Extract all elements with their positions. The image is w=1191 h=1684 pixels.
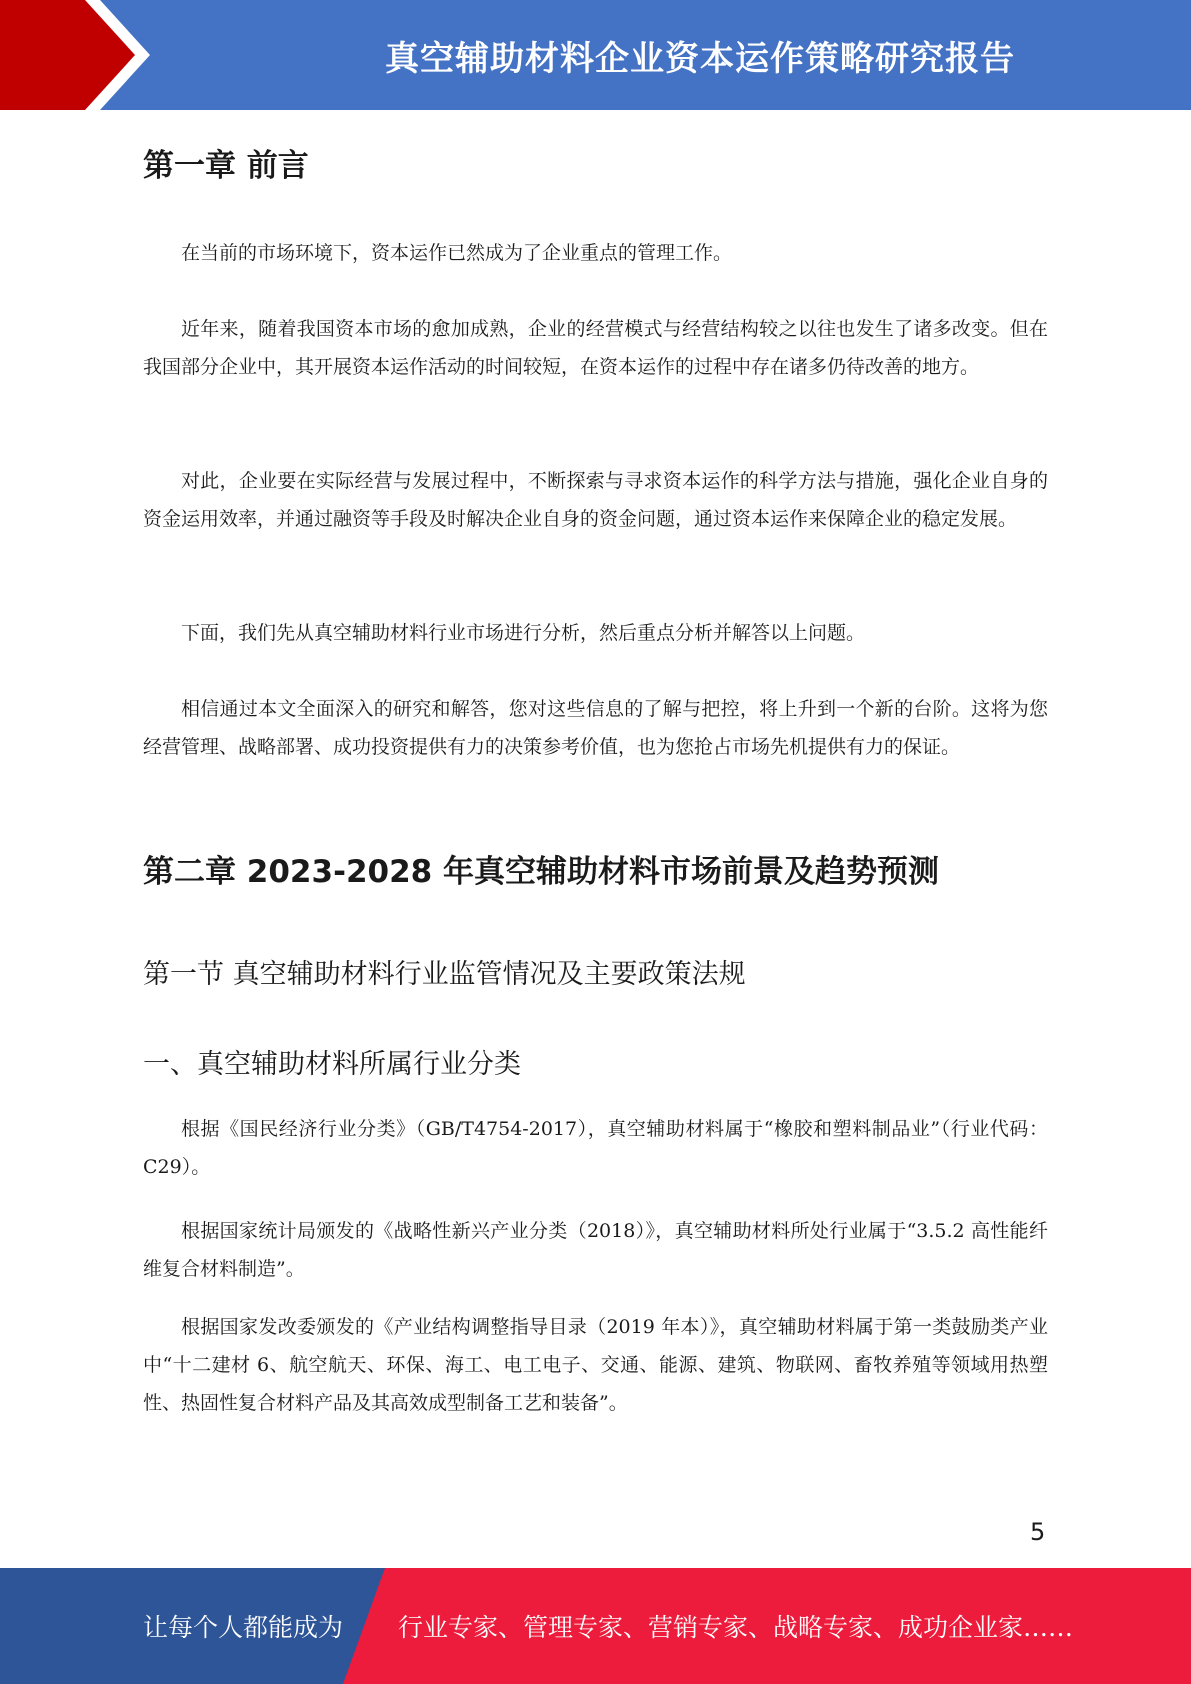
subsection-1-heading: 一、真空辅助材料所属行业分类: [143, 1049, 521, 1080]
chapter-1-heading: 第一章 前言: [143, 148, 309, 184]
footer-band: [0, 1568, 1191, 1684]
chapter-2-paragraph: 根据《国民经济行业分类》（GB/T4754-2017），真空辅助材料属于“橡胶和塑料制品业”（行业代码：C29）。: [143, 1118, 1048, 1178]
footer-slogan-right: 行业专家、管理专家、营销专家、战略专家、成功企业家……: [398, 1613, 1074, 1642]
chapter-2-paragraph: 根据国家统计局颁发的《战略性新兴产业分类（2018）》，真空辅助材料所处行业属于“3.5.2 高性能纤维复合材料制造”。: [143, 1220, 1048, 1280]
chapter-2-heading: 第二章 2023-2028 年真空辅助材料市场前景及趋势预测: [143, 854, 940, 890]
chapter-1-paragraph: 下面，我们先从真空辅助材料行业市场进行分析，然后重点分析并解答以上问题。: [181, 622, 866, 644]
header-arrow-decoration: [0, 0, 160, 110]
footer-slogan-left: 让每个人都能成为: [143, 1613, 344, 1642]
chapter-1-paragraph: 相信通过本文全面深入的研究和解答，您对这些信息的了解与把控，将上升到一个新的台阶。这将为您经营管理、战略部署、成功投资提供有力的决策参考价值，也为您抢占市场先机提供有力的保证。: [143, 698, 1048, 758]
chapter-1-paragraph: 在当前的市场环境下，资本运作已然成为了企业重点的管理工作。: [181, 242, 733, 264]
chapter-1-paragraph: 近年来，随着我国资本市场的愈加成熟，企业的经营模式与经营结构较之以往也发生了诸多改变。但在我国部分企业中，其开展资本运作活动的时间较短，在资本运作的过程中存在诸多仍待改善的地方。: [143, 318, 1048, 378]
page-number: 5: [1030, 1518, 1046, 1546]
section-1-heading: 第一节 真空辅助材料行业监管情况及主要政策法规: [143, 959, 746, 990]
report-title: 真空辅助材料企业资本运作策略研究报告: [385, 38, 1015, 79]
chapter-2-paragraph: 根据国家发改委颁发的《产业结构调整指导目录（2019 年本）》，真空辅助材料属于第一类鼓励类产业中“十二建材 6、航空航天、环保、海工、电工电子、交通、能源、建筑、物联网、畜牧养殖等领域用热塑性、热固性复合材料产品及其高效成型制备工艺和装备”。: [143, 1316, 1048, 1414]
chapter-1-paragraph: 对此，企业要在实际经营与发展过程中，不断探索与寻求资本运作的科学方法与措施，强化企业自身的资金运用效率，并通过融资等手段及时解决企业自身的资金问题，通过资本运作来保障企业的稳定发展。: [143, 470, 1048, 530]
